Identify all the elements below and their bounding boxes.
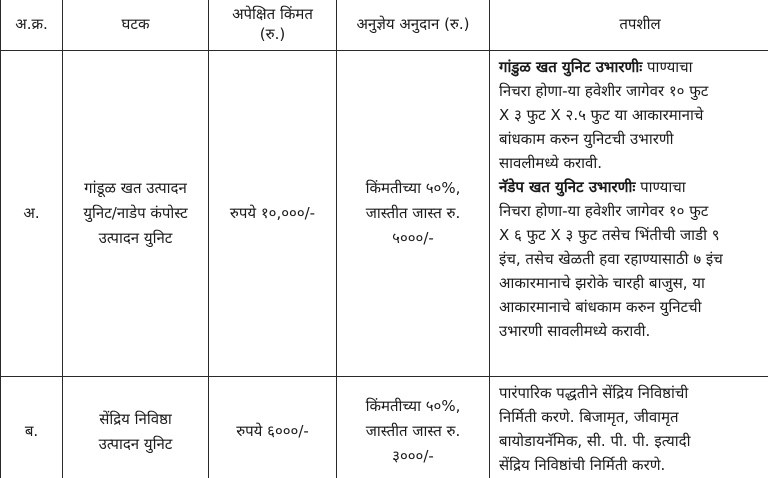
details-line: बांधकाम करुन युनिटची उभारणी <box>499 130 674 148</box>
row-b-component <box>63 377 209 478</box>
details-text: पाण्याचा <box>635 178 686 196</box>
nadep-title: नॅडेप खत युनिट उभारणीः <box>499 178 636 196</box>
component-line: गांडूळ खत उत्पादन <box>84 179 187 197</box>
details-text: पाण्याचा <box>642 58 693 76</box>
row-a-cost: रुपये १०,०००/- <box>209 51 337 377</box>
details-line: निचरा होणा-या हवेशीर जागेवर १० फुट <box>499 202 709 220</box>
component-line: उत्पादन युनिट <box>98 434 173 453</box>
component-line: उत्पादन युनिट <box>98 229 173 247</box>
vermicompost-title: गांडुळ खत युनिट उभारणीः <box>499 58 643 76</box>
details-line: निर्मिती करणे. बिजामृत, जीवामृत <box>499 408 679 426</box>
details-line <box>499 55 768 79</box>
subsidy-line: जास्तीत जास्त रु. <box>365 422 461 440</box>
header-details: तपशील <box>490 0 768 51</box>
header-component: घटक <box>63 0 209 51</box>
subsidy-line: किंमतीच्या ५०%, <box>365 397 461 415</box>
subsidy-line: ३०००/- <box>392 447 434 465</box>
header-serial: अ.क्र. <box>1 0 63 51</box>
details-line: निचरा होणा-या हवेशीर जागेवर १० फुट <box>499 82 709 100</box>
header-expected-cost <box>209 0 337 51</box>
row-b-cost: रुपये ६०००/- <box>209 377 337 478</box>
row-b-serial: ब. <box>1 377 63 478</box>
subsidy-line: ५०००/- <box>392 229 434 247</box>
header-expected-cost-line: अपेक्षित किंमत <box>232 4 313 23</box>
row-a-subsidy <box>337 51 490 377</box>
subsidy-line: किंमतीच्या ५०%, <box>365 179 461 197</box>
details-line: X ६ फुट X ३ फुट तसेच भिंतीची जाडी ९ <box>499 226 720 244</box>
table-row <box>1 377 768 478</box>
details-line: बायोडायनॅमिक, सी. पी. पी. इत्यादी <box>499 432 691 450</box>
details-line: पारंपारिक पद्धतीने सेंद्रिय निविष्ठांची <box>499 384 689 402</box>
row-a-serial: अ. <box>1 51 63 377</box>
details-line: सेंद्रिय निविष्ठांची निर्मिती करणे. <box>499 456 666 474</box>
row-b-details <box>490 377 768 478</box>
header-subsidy: अनुज्ञेय अनुदान (रु.) <box>337 0 490 51</box>
row-a-details <box>490 51 768 377</box>
header-expected-cost-unit: (रु.) <box>259 24 286 43</box>
table-header-row <box>1 0 768 51</box>
subsidy-line: जास्तीत जास्त रु. <box>365 204 461 222</box>
details-line: X ३ फुट X २.५ फुट या आकारमानाचे <box>499 106 704 124</box>
component-line: सेंद्रिय निविष्ठा <box>99 409 172 428</box>
row-b-subsidy <box>337 377 490 478</box>
details-line: उभारणी सावलीमध्ये करावी. <box>499 322 651 340</box>
details-line: इंच, तसेच खेळती हवा रहाण्यासाठी ७ इंच <box>499 250 723 268</box>
details-line <box>499 175 768 199</box>
component-line: युनिट/नाडेप कंपोस्ट <box>83 204 188 222</box>
details-line: आकारमानाचे बांधकाम करुन युनिटची <box>499 298 702 316</box>
row-a-component <box>63 51 209 377</box>
details-line: सावलीमध्ये करावी. <box>499 154 603 172</box>
table-row <box>1 51 768 377</box>
details-line: आकारमानाचे झरोके चारही बाजुस, या <box>499 274 705 292</box>
